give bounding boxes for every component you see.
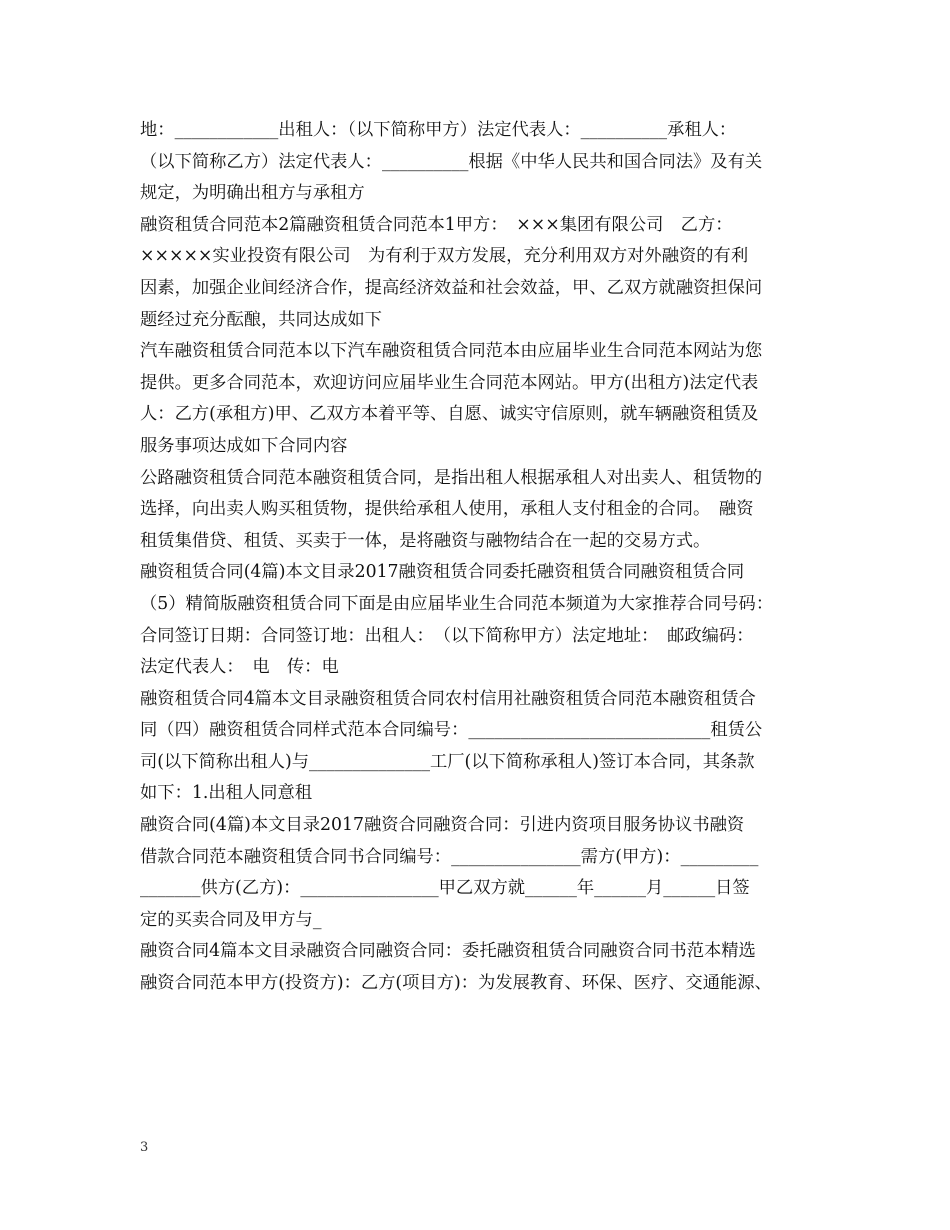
paragraph-7 [140, 810, 820, 936]
text-line: 定的买卖合同及甲方与_ [140, 909, 322, 930]
text-line: （5）精简版融资租赁合同下面是由应届毕业生合同范本频道为大家推荐合同号码： [140, 593, 774, 614]
text-line: 因素，加强企业间经济合作，提高经济效益和社会效益，甲、乙双方就融资担保问 [140, 277, 763, 298]
text-line: 规定，为明确出租方与承租方 [140, 183, 365, 204]
text-line: 司(以下简称出租人)与______________工厂(以下简称承租人)签订本合同，其条款 [140, 751, 755, 772]
text-line: 提供。更多合同范本，欢迎访问应届毕业生合同范本网站。甲方(出租方)法定代表 [140, 372, 759, 393]
paragraph-6 [140, 684, 820, 810]
document-body [140, 115, 820, 1000]
text-line: 融资合同(4篇)本文目录2017融资合同融资合同：引进内资项目服务协议书融资 [140, 815, 745, 836]
page-number: 3 [140, 1140, 149, 1155]
text-line: 选择，向出卖人购买租赁物，提供给承租人使用，承租人支付租金的合同。 融资 [140, 499, 754, 520]
paragraph-5 [140, 557, 820, 683]
text-line: 人：乙方(承租方)甲、乙双方本着平等、自愿、诚实守信原则，就车辆融资租赁及 [140, 404, 759, 425]
text-line: 服务事项达成如下合同内容 [140, 435, 348, 456]
text-line: 合同签订日期：合同签订地：出租人： （以下简称甲方）法定地址： 邮政编码： [140, 625, 754, 646]
paragraph-4 [140, 463, 820, 558]
text-line: 法定代表人： 电 传：电 [140, 657, 339, 678]
text-line: 同（四）融资租赁合同样式范本合同编号：____________________________租赁公 [140, 720, 763, 741]
text-line: 融资租赁合同4篇本文目录融资租赁合同农村信用社融资租赁合同范本融资租赁合 [140, 688, 756, 709]
text-line: 地：____________出租人：（以下简称甲方）法定代表人：__________承租人： [140, 120, 737, 140]
text-line: 融资合同范本甲方(投资方)：乙方(项目方)：为发展教育、环保、医疗、交通能源、 [140, 973, 772, 994]
text-line: 汽车融资租赁合同范本以下汽车融资租赁合同范本由应届毕业生合同范本网站为您 [140, 341, 763, 362]
text-line: 如下：1.出租人同意租 [140, 783, 313, 804]
paragraph-8 [140, 936, 820, 999]
text-line: ×××××实业投资有限公司 为有利于双方发展，充分利用双方对外融资的有利 [140, 246, 749, 267]
paragraph-1 [140, 115, 820, 210]
text-line: 租赁集借贷、租赁、买卖于一体，是将融资与融物结合在一起的交易方式。 [140, 530, 711, 551]
text-line: 题经过充分酝酿，共同达成如下 [140, 309, 382, 330]
paragraph-2 [140, 210, 820, 336]
paragraph-3 [140, 336, 820, 462]
text-line: 融资租赁合同(4篇)本文目录2017融资租赁合同委托融资租赁合同融资租赁合同 [140, 562, 745, 583]
text-line: 融资租赁合同范本2篇融资租赁合同范本1甲方： ×××集团有限公司 乙方： [140, 214, 733, 235]
text-line: 借款合同范本融资租赁合同书合同编号：_______________需方(甲方)：_________ [140, 846, 759, 867]
text-line: _______供方(乙方)：________________甲乙双方就______年______月______日签 [140, 878, 750, 899]
text-line: （以下简称乙方）法定代表人：__________根据《中华人民共和国合同法》及有关 [140, 151, 763, 172]
text-line: 公路融资租赁合同范本融资租赁合同，是指出租人根据承租人对出卖人、租赁物的 [140, 467, 763, 488]
text-line: 融资合同4篇本文目录融资合同融资合同：委托融资租赁合同融资合同书范本精选 [140, 941, 756, 962]
